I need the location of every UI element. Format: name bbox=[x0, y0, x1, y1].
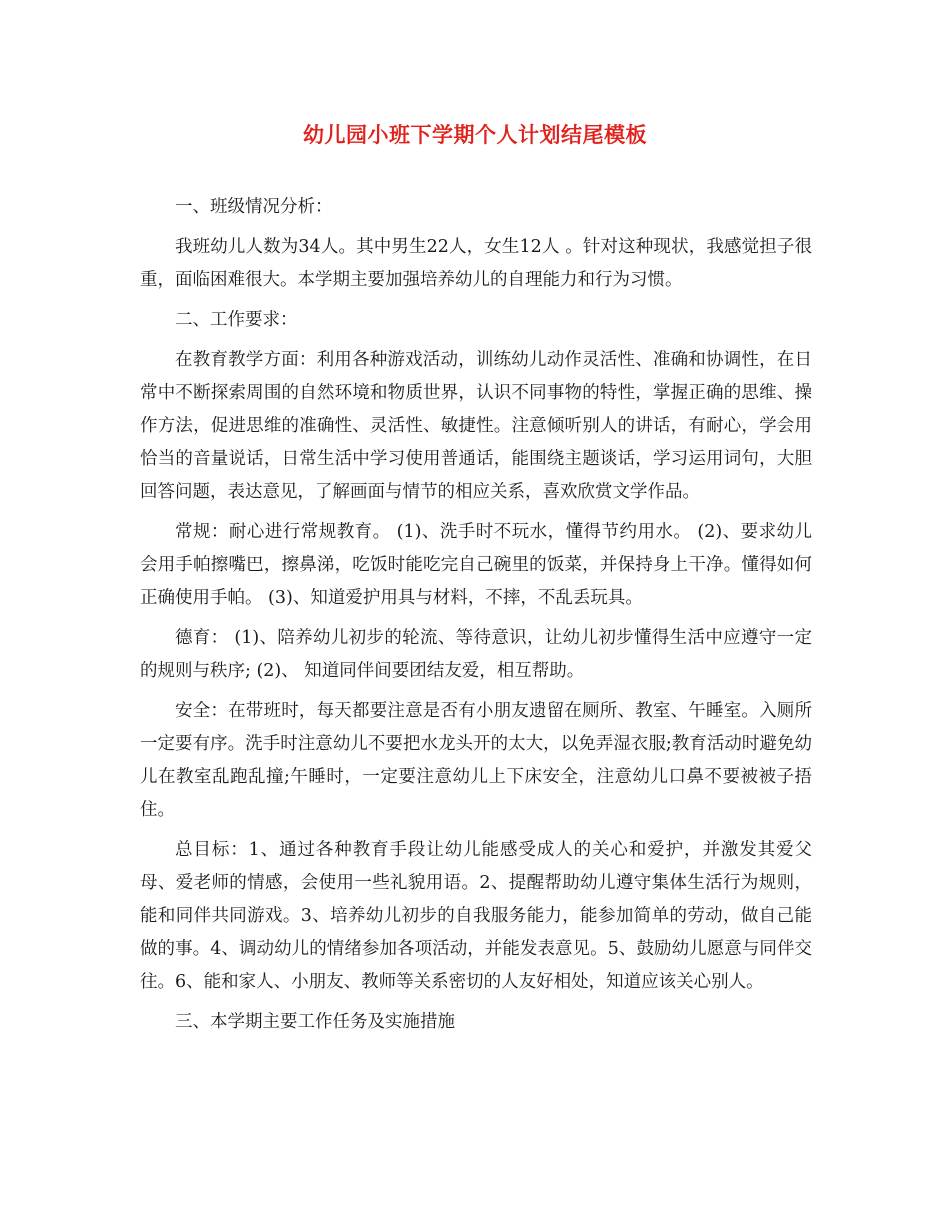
document-title: 幼儿园小班下学期个人计划结尾模板 bbox=[303, 122, 647, 147]
section-heading-main-tasks: 三、本学期主要工作任务及实施措施 bbox=[175, 1012, 455, 1032]
section-heading-work-requirements: 二、工作要求： bbox=[175, 310, 298, 330]
section-heading-class-analysis: 一、班级情况分析： bbox=[175, 197, 333, 217]
paragraph-moral-education: 德育： (1)、陪养幼儿初步的轮流、等待意识，让幼儿初步懂得生活中应遵守一定的规则与秩序; (2)、 知道同伴间要团结友爱，相互帮助。 bbox=[140, 628, 812, 681]
paragraph-teaching: 在教育教学方面：利用各种游戏活动，训练幼儿动作灵活性、准确和协调性，在日常中不断探索周围的自然环境和物质世界，认识不同事物的特性，掌握正确的思维、操作方法，促进思维的准确性、灵活性、敏捷性。注意倾听别人的讲话，有耐心，学会用恰当的音量说话，日常生活中学习使用普通话，能围绕主题谈话，学习运用词句，大胆回答问题，表达意见，了解画面与情节的相应关系，喜欢欣赏文学作品。 bbox=[140, 350, 812, 502]
paragraph-routine: 常规：耐心进行常规教育。 (1)、洗手时不玩水，懂得节约用水。 (2)、要求幼儿会用手帕擦嘴巴，擦鼻涕，吃饭时能吃完自己碗里的饭菜，并保持身上干净。懂得如何正确使用手帕。 (3)、知道爱护用具与材料，不摔，不乱丢玩具。 bbox=[140, 522, 812, 608]
paragraph-overall-goals: 总目标：1、通过各种教育手段让幼儿能感受成人的关心和爱护，并激发其爱父母、爱老师的情感，会使用一些礼貌用语。2、提醒帮助幼儿遵守集体生活行为规则，能和同伴共同游戏。3、培养幼儿初步的自我服务能力，能参加简单的劳动，做自己能做的事。4、调动幼儿的情绪参加各项活动，并能发表意见。5、鼓励幼儿愿意与同伴交往。6、能和家人、小朋友、教师等关系密切的人友好相处，知道应该关心别人。 bbox=[140, 840, 812, 992]
document-body bbox=[140, 191, 812, 1046]
paragraph-safety: 安全：在带班时，每天都要注意是否有小朋友遗留在厕所、教室、午睡室。入厕所 一定要有序。洗手时注意幼儿不要把水龙头开的太大，以免弄湿衣服;教育活动时避免幼儿在教室乱跑乱撞;午睡时，一定要注意幼儿上下床安全，注意幼儿口鼻不要被被子捂住。 bbox=[140, 701, 812, 820]
paragraph-class-overview: 我班幼儿人数为34人。其中男生22人，女生12人 。针对这种现状，我感觉担子很重，面临困难很大。本学期主要加强培养幼儿的自理能力和行为习惯。 bbox=[140, 237, 812, 290]
